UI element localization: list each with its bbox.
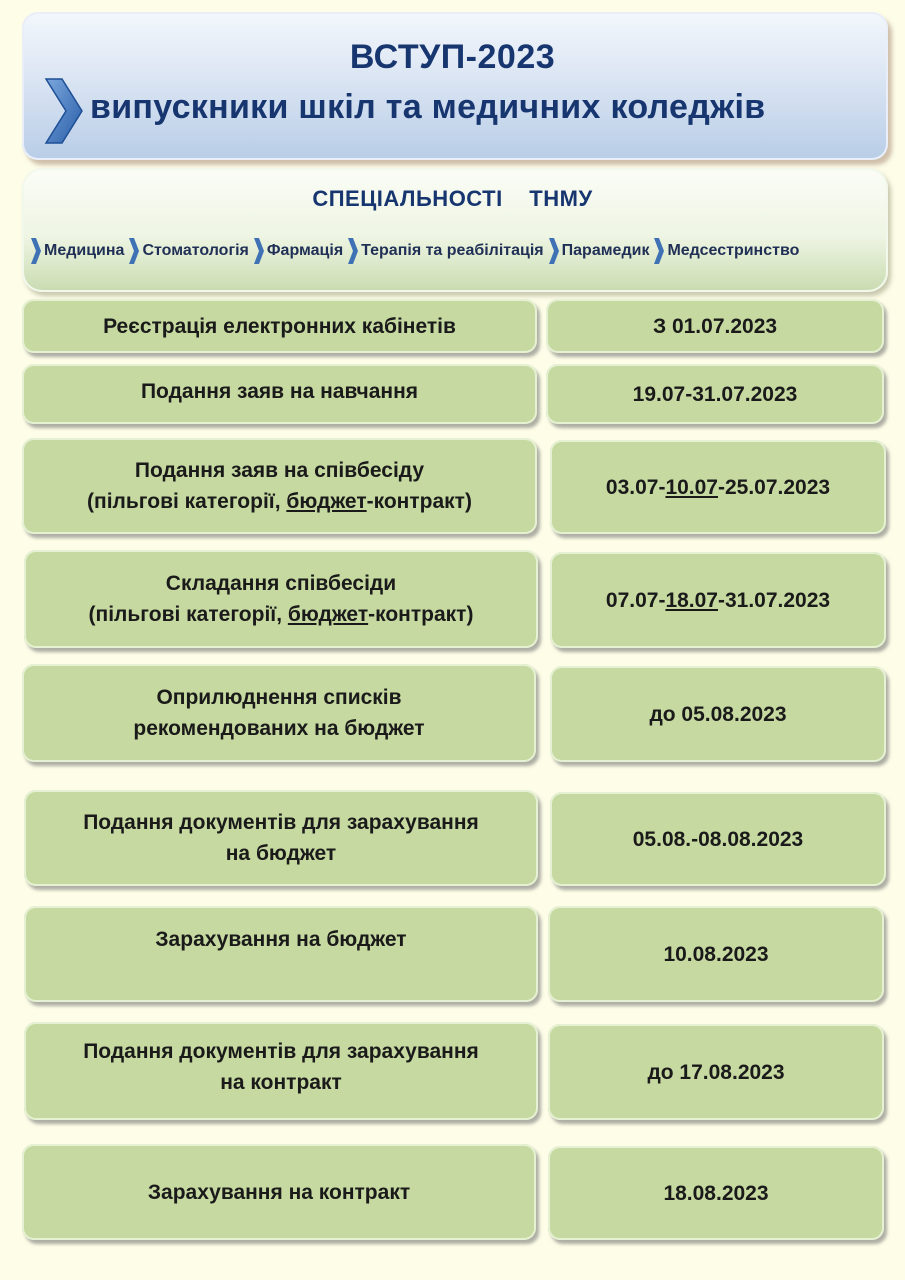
schedule-date-box <box>550 666 886 762</box>
schedule-date-box <box>548 906 884 1002</box>
schedule-date-box <box>550 792 886 886</box>
specialty-label: Фармація <box>266 242 344 259</box>
chevron-right-icon <box>653 236 665 266</box>
schedule-event-box <box>22 438 537 534</box>
schedule-date-text: 10.08.2023 <box>663 942 769 966</box>
schedule-date-text: 19.07-31.07.2023 <box>632 382 798 406</box>
schedule-date-box <box>546 364 884 424</box>
schedule-event-text: Оприлюднення списків <box>156 686 402 709</box>
schedule-event-box <box>24 1022 538 1120</box>
chevron-right-icon <box>548 236 560 266</box>
schedule-date-box <box>546 299 884 353</box>
specialty-item <box>30 236 124 266</box>
specialty-item <box>128 236 248 266</box>
specialties-title: СПЕЦІАЛЬНОСТІ ТНМУ <box>312 186 593 211</box>
specialty-label: Терапія та реабілітація <box>361 242 544 259</box>
page-title: ВСТУП-2023 <box>349 38 556 76</box>
schedule-event-text: Подання заяв на співбесіду <box>134 459 425 482</box>
specialty-item <box>548 236 650 266</box>
schedule-event-text: Зарахування на бюджет <box>155 928 407 951</box>
chevron-right-icon <box>347 236 359 266</box>
schedule-date-text: 18.08.2023 <box>663 1181 769 1205</box>
schedule-event-text: Подання документів для зарахування <box>83 1040 479 1063</box>
specialty-label: Медицина <box>44 242 125 259</box>
specialty-item <box>347 236 543 266</box>
chevron-right-icon <box>128 236 140 266</box>
schedule-event-subtext: на контракт <box>220 1071 342 1094</box>
specialty-item <box>253 236 343 266</box>
schedule-event-subtext: (пільгові категорії, бюджет-контракт) <box>87 490 472 513</box>
schedule-date-text: З 01.07.2023 <box>652 314 778 338</box>
schedule-date-box <box>548 1146 884 1240</box>
schedule-event-text: Подання документів для зарахування <box>83 811 479 834</box>
specialty-label: Парамедик <box>561 242 650 259</box>
chevron-right-icon <box>253 236 265 266</box>
schedule-date-box <box>550 440 886 534</box>
schedule-event-box <box>24 906 538 1002</box>
schedule-event-subtext: рекомендованих на бюджет <box>133 717 425 740</box>
schedule-date-box <box>548 1024 884 1120</box>
chevron-right-icon <box>30 236 42 266</box>
schedule-date-text: до 05.08.2023 <box>649 702 787 726</box>
schedule-event-text: Складання співбесіди <box>165 572 397 595</box>
schedule-event-box <box>22 664 536 762</box>
page-subtitle: випускники шкіл та медичних коледжів <box>90 88 766 126</box>
schedule-event-subtext: на бюджет <box>225 842 337 865</box>
specialties-list <box>30 236 890 266</box>
schedule-event-box <box>22 364 537 424</box>
schedule-date-text: до 17.08.2023 <box>647 1060 785 1084</box>
schedule-event-box <box>24 550 538 648</box>
schedule-date-box <box>550 552 886 648</box>
specialty-label: Медсестринство <box>667 242 800 259</box>
schedule-event-text: Подання заяв на навчання <box>140 380 419 403</box>
schedule-event-text: Реєстрація електронних кабінетів <box>103 314 456 338</box>
specialty-label: Стоматологія <box>142 242 249 259</box>
schedule-date-text: 05.08.-08.08.2023 <box>632 827 804 851</box>
chevron-right-icon <box>44 77 84 145</box>
header-banner <box>22 12 888 160</box>
specialty-item <box>653 236 799 266</box>
schedule-event-box <box>22 299 537 353</box>
schedule-event-box <box>24 790 538 886</box>
schedule-date-text: 03.07-10.07-25.07.2023 <box>605 475 831 499</box>
schedule-date-text: 07.07-18.07-31.07.2023 <box>605 588 831 612</box>
schedule-event-text: Зарахування на контракт <box>147 1181 411 1204</box>
schedule-event-box <box>22 1144 536 1240</box>
schedule-event-subtext: (пільгові категорії, бюджет-контракт) <box>88 603 474 626</box>
